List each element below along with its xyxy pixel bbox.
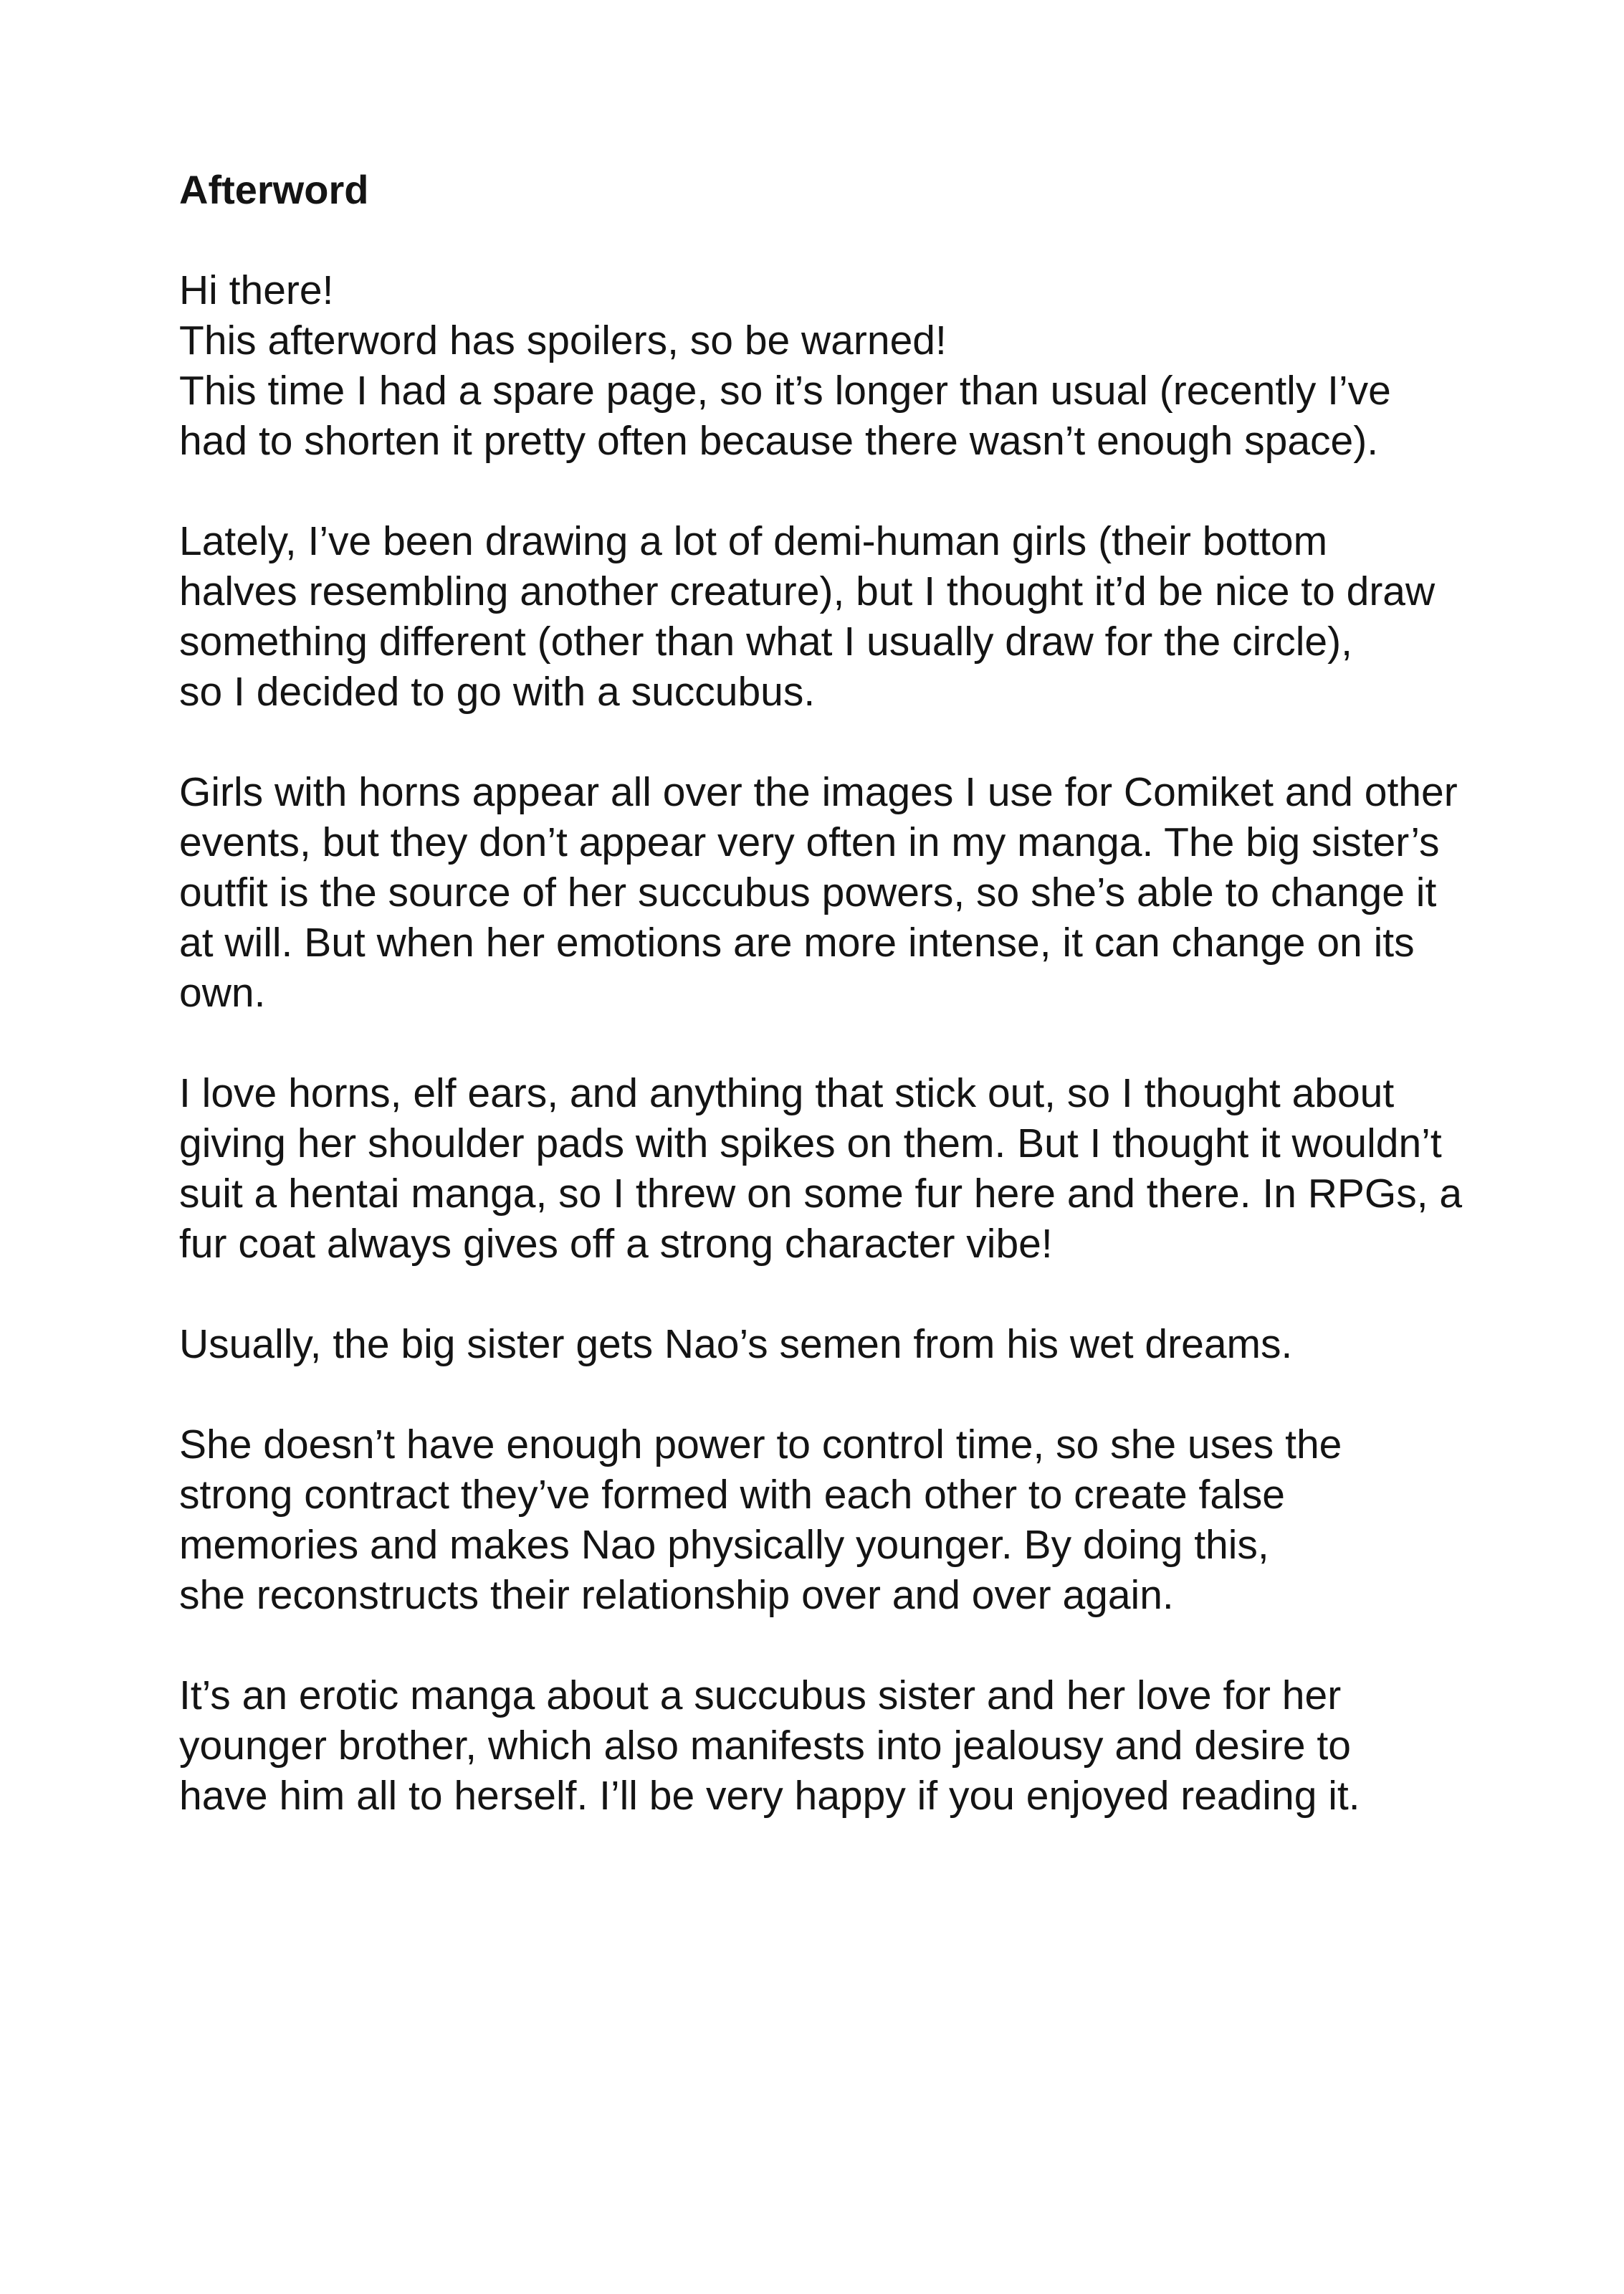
text-line: outfit is the source of her succubus powers, so she’s able to change it [179,870,1437,915]
paragraph-greeting [179,265,1469,466]
text-line: halves resembling another creature), but I thought it’d be nice to draw [179,568,1436,614]
text-line: strong contract they’ve formed with each other to create false [179,1472,1285,1518]
text-line: She doesn’t have enough power to control time, so she uses the [179,1422,1342,1467]
text-line: It’s an erotic manga about a succubus sister and her love for her [179,1672,1342,1718]
paragraph-closing [179,1670,1469,1821]
paragraph-horns-outfit [179,767,1469,1018]
text-line: she reconstructs their relationship over and over again. [179,1572,1174,1618]
text-line: events, but they don’t appear very often in my manga. The big sister’s [179,819,1440,865]
text-line: memories and makes Nao physically younger. By doing this, [179,1522,1269,1568]
paragraph-succubus-choice [179,516,1469,717]
text-line: Lately, I’ve been drawing a lot of demi-human girls (their bottom [179,518,1328,564]
page-title: Afterword [179,167,369,212]
text-line: This afterword has spoilers, so be warned! [179,318,947,363]
paragraph-wet-dreams [179,1319,1469,1369]
paragraph-fur-design [179,1068,1469,1269]
text-line: Hi there! [179,267,334,313]
text-line: had to shorten it pretty often because there wasn’t enough space). [179,418,1379,464]
text-line: something different (other than what I usually draw for the circle), [179,619,1352,665]
text-line: Girls with horns appear all over the images I use for Comiket and other [179,769,1458,815]
afterword-page [179,165,1469,1871]
text-line: so I decided to go with a succubus. [179,669,816,715]
text-line: younger brother, which also manifests into jealousy and desire to [179,1723,1351,1769]
text-line: have him all to herself. I’ll be very happy if you enjoyed reading it. [179,1773,1360,1819]
text-line: I love horns, elf ears, and anything that stick out, so I thought about [179,1070,1395,1116]
text-line: Usually, the big sister gets Nao’s semen from his wet dreams. [179,1321,1293,1367]
paragraph-contract [179,1419,1469,1620]
text-line: own. [179,970,266,1016]
text-line: suit a hentai manga, so I threw on some fur here and there. In RPGs, a [179,1171,1463,1217]
text-line: This time I had a spare page, so it’s longer than usual (recently I’ve [179,368,1391,414]
text-line: at will. But when her emotions are more intense, it can change on its [179,920,1415,966]
text-line: giving her shoulder pads with spikes on them. But I thought it wouldn’t [179,1120,1442,1166]
text-line: fur coat always gives off a strong character vibe! [179,1221,1053,1267]
